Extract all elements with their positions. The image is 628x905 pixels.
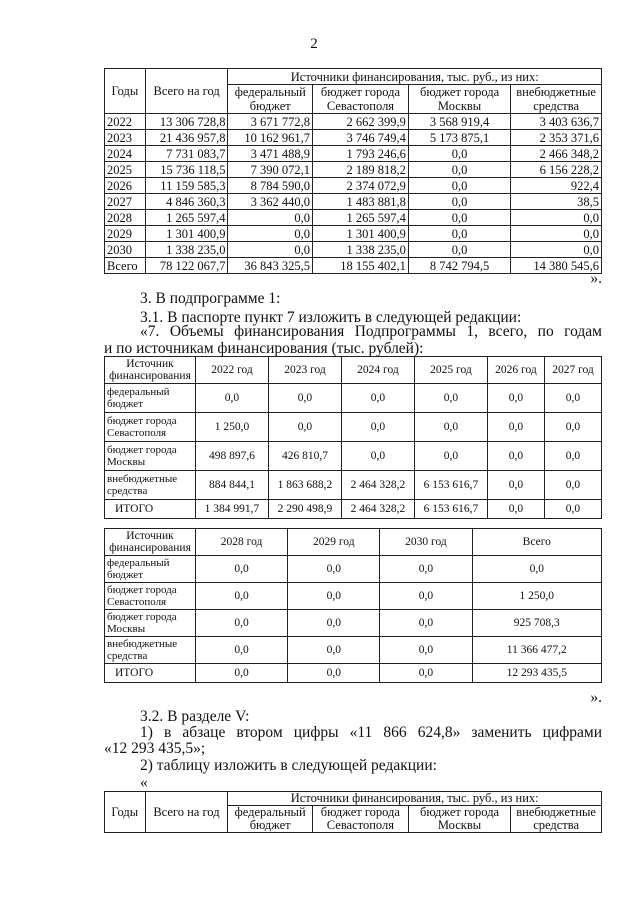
column-header: 2024 год xyxy=(341,357,414,384)
section-v-financing-table xyxy=(104,791,602,833)
paragraph-subprogram: 3. В подпрограмме 1: xyxy=(140,290,281,307)
value-cell: 0,0 xyxy=(380,637,472,664)
table-row xyxy=(105,384,602,413)
table-row xyxy=(105,194,602,210)
value-cell: 2 374 072,9 xyxy=(313,178,409,194)
col-header-extrabudget: внебюджетные средства xyxy=(511,806,602,833)
value-cell: 0,0 xyxy=(196,583,288,610)
year-cell: 2022 xyxy=(105,114,146,130)
sources-header: Источники финансирования, тыс. руб., из них: xyxy=(228,792,602,806)
year-cell: 2030 xyxy=(105,242,146,258)
source-label: бюджет города Севастополя xyxy=(105,583,196,610)
value-cell: 925 708,3 xyxy=(472,610,601,637)
header-row xyxy=(105,529,602,556)
value-cell: 0,0 xyxy=(511,226,602,242)
col-header-total: Всего на год xyxy=(145,69,228,114)
value-cell: 3 671 772,8 xyxy=(228,114,313,130)
value-cell: 0,0 xyxy=(487,471,544,500)
value-cell: 0,0 xyxy=(196,556,288,583)
value-cell: 1 338 235,0 xyxy=(145,242,228,258)
table-row xyxy=(105,413,602,442)
value-cell: 0,0 xyxy=(408,178,510,194)
page-number: 2 xyxy=(310,36,318,52)
value-cell: 8 742 794,5 xyxy=(408,258,510,274)
table-row xyxy=(105,146,602,162)
col-header-sevastopol: бюджет города Севастополя xyxy=(312,806,408,833)
col-header-federal: федеральный бюджет xyxy=(228,806,313,833)
value-cell: 1 301 400,9 xyxy=(313,226,409,242)
col-header-moscow: бюджет города Москвы xyxy=(408,806,510,833)
column-header: 2027 год xyxy=(544,357,601,384)
value-cell: 0,0 xyxy=(380,556,472,583)
col-header-federal: федеральный бюджет xyxy=(228,85,313,114)
value-cell: 0,0 xyxy=(408,242,510,258)
value-cell: 0,0 xyxy=(288,610,380,637)
value-cell: 0,0 xyxy=(341,413,414,442)
value-cell: 1 483 881,8 xyxy=(313,194,409,210)
year-cell: 2028 xyxy=(105,210,146,226)
table-row xyxy=(105,583,602,610)
year-cell: 2026 xyxy=(105,178,146,194)
value-cell: 36 843 325,5 xyxy=(228,258,313,274)
col-header-years: Годы xyxy=(105,69,146,114)
table-row xyxy=(105,258,602,274)
value-cell: 0,0 xyxy=(268,384,341,413)
value-cell: 1 301 400,9 xyxy=(145,226,228,242)
column-header: 2030 год xyxy=(380,529,472,556)
value-cell: 0,0 xyxy=(268,413,341,442)
value-cell: 2 290 498,9 xyxy=(268,500,341,519)
value-cell: 7 390 072,1 xyxy=(228,162,313,178)
table-row xyxy=(105,664,602,683)
source-label: внебюджетные средства xyxy=(105,471,196,500)
column-header: Источник финансирования xyxy=(105,357,196,384)
value-cell: 0,0 xyxy=(288,664,380,683)
value-cell: 0,0 xyxy=(487,384,544,413)
value-cell: 0,0 xyxy=(228,226,313,242)
table-row xyxy=(105,226,602,242)
value-cell: 1 250,0 xyxy=(472,583,601,610)
value-cell: 3 471 488,9 xyxy=(228,146,313,162)
table-row xyxy=(105,471,602,500)
column-header: Источник финансирования xyxy=(105,529,196,556)
source-label: бюджет города Москвы xyxy=(105,442,196,471)
value-cell: 2 466 348,2 xyxy=(511,146,602,162)
source-label: ИТОГО xyxy=(105,664,196,683)
value-cell: 11 366 477,2 xyxy=(472,637,601,664)
value-cell: 2 464 328,2 xyxy=(341,471,414,500)
subprogram-financing-table-2022-2027 xyxy=(104,356,602,519)
value-cell: 3 403 636,7 xyxy=(511,114,602,130)
value-cell: 0,0 xyxy=(341,442,414,471)
closing-quote: ». xyxy=(590,270,602,287)
value-cell: 0,0 xyxy=(544,413,601,442)
value-cell: 498 897,6 xyxy=(196,442,269,471)
value-cell: 0,0 xyxy=(288,583,380,610)
year-cell: 2023 xyxy=(105,130,146,146)
opening-quote: « xyxy=(140,774,148,791)
paragraph-table-edit: 2) таблицу изложить в следующей редакции: xyxy=(140,757,437,774)
value-cell: 1 265 597,4 xyxy=(313,210,409,226)
subprogram-financing-table-2028-2030 xyxy=(104,528,602,683)
source-label: бюджет города Москвы xyxy=(105,610,196,637)
source-label: внебюджетные средства xyxy=(105,637,196,664)
value-cell: 2 189 818,2 xyxy=(313,162,409,178)
paragraph-volumes-cont: и по источникам финансирования (тыс. рублей): xyxy=(104,340,424,357)
table-row xyxy=(105,162,602,178)
value-cell: 2 353 371,6 xyxy=(511,130,602,146)
value-cell: 0,0 xyxy=(511,210,602,226)
value-cell: 6 153 616,7 xyxy=(414,471,487,500)
year-cell: 2029 xyxy=(105,226,146,242)
value-cell: 0,0 xyxy=(196,637,288,664)
paragraph-volumes: «7. Объемы финансирования Подпрограммы 1, всего, по годам xyxy=(140,323,602,340)
table-row xyxy=(105,178,602,194)
financing-by-year-table xyxy=(104,68,602,274)
column-header: Всего xyxy=(472,529,601,556)
value-cell: 0,0 xyxy=(196,610,288,637)
value-cell: 1 250,0 xyxy=(196,413,269,442)
value-cell: 0,0 xyxy=(414,384,487,413)
value-cell: 3 362 440,0 xyxy=(228,194,313,210)
column-header: 2025 год xyxy=(414,357,487,384)
table-row xyxy=(105,130,602,146)
source-label: федеральный бюджет xyxy=(105,384,196,413)
value-cell: 0,0 xyxy=(414,442,487,471)
value-cell: 11 159 585,3 xyxy=(145,178,228,194)
value-cell: 0,0 xyxy=(380,664,472,683)
value-cell: 0,0 xyxy=(544,471,601,500)
value-cell: 7 731 083,7 xyxy=(145,146,228,162)
year-cell: 2025 xyxy=(105,162,146,178)
year-cell: 2027 xyxy=(105,194,146,210)
col-header-years: Годы xyxy=(105,792,146,833)
column-header: 2022 год xyxy=(196,357,269,384)
source-label: бюджет города Севастополя xyxy=(105,413,196,442)
table-row xyxy=(105,114,602,130)
value-cell: 0,0 xyxy=(341,384,414,413)
table-row xyxy=(105,500,602,519)
year-cell: 2024 xyxy=(105,146,146,162)
table-row xyxy=(105,556,602,583)
value-cell: 0,0 xyxy=(408,226,510,242)
table-row xyxy=(105,210,602,226)
value-cell: 1 793 246,6 xyxy=(313,146,409,162)
column-header: 2028 год xyxy=(196,529,288,556)
value-cell: 0,0 xyxy=(544,442,601,471)
column-header: 2029 год xyxy=(288,529,380,556)
value-cell: 1 863 688,2 xyxy=(268,471,341,500)
table-row xyxy=(105,610,602,637)
value-cell: 21 436 957,8 xyxy=(145,130,228,146)
paragraph-passport: 3.1. В паспорте пункт 7 изложить в следующей редакции: xyxy=(140,309,522,326)
value-cell: 0,0 xyxy=(408,210,510,226)
value-cell: 13 306 728,8 xyxy=(145,114,228,130)
value-cell: 0,0 xyxy=(414,413,487,442)
value-cell: 0,0 xyxy=(196,664,288,683)
value-cell: 0,0 xyxy=(487,413,544,442)
year-cell: Всего xyxy=(105,258,146,274)
value-cell: 0,0 xyxy=(228,242,313,258)
value-cell: 0,0 xyxy=(408,162,510,178)
value-cell: 0,0 xyxy=(380,610,472,637)
value-cell: 0,0 xyxy=(544,384,601,413)
value-cell: 78 122 067,7 xyxy=(145,258,228,274)
source-label: ИТОГО xyxy=(105,500,196,519)
closing-quote: ». xyxy=(590,689,602,706)
value-cell: 0,0 xyxy=(288,556,380,583)
col-header-extrabudget: внебюджетные средства xyxy=(511,85,602,114)
value-cell: 0,0 xyxy=(487,442,544,471)
value-cell: 0,0 xyxy=(408,146,510,162)
col-header-sevastopol: бюджет города Севастополя xyxy=(313,85,409,114)
value-cell: 0,0 xyxy=(228,210,313,226)
value-cell: 884 844,1 xyxy=(196,471,269,500)
value-cell: 6 156 228,2 xyxy=(511,162,602,178)
col-header-total: Всего на год xyxy=(145,792,228,833)
column-header: 2026 год xyxy=(487,357,544,384)
value-cell: 0,0 xyxy=(196,384,269,413)
value-cell: 0,0 xyxy=(511,242,602,258)
column-header: 2023 год xyxy=(268,357,341,384)
value-cell: 3 568 919,4 xyxy=(408,114,510,130)
value-cell: 2 662 399,9 xyxy=(313,114,409,130)
value-cell: 15 736 118,5 xyxy=(145,162,228,178)
value-cell: 922,4 xyxy=(511,178,602,194)
source-label: федеральный бюджет xyxy=(105,556,196,583)
value-cell: 5 173 875,1 xyxy=(408,130,510,146)
value-cell: 18 155 402,1 xyxy=(313,258,409,274)
paragraph-replace-figures-cont: «12 293 435,5»; xyxy=(104,740,206,757)
table-row xyxy=(105,242,602,258)
value-cell: 14 380 545,6 xyxy=(511,258,602,274)
value-cell: 0,0 xyxy=(544,500,601,519)
paragraph-section-v: 3.2. В разделе V: xyxy=(140,708,250,725)
value-cell: 12 293 435,5 xyxy=(472,664,601,683)
value-cell: 8 784 590,0 xyxy=(228,178,313,194)
value-cell: 0,0 xyxy=(408,194,510,210)
table-row xyxy=(105,442,602,471)
value-cell: 1 265 597,4 xyxy=(145,210,228,226)
sources-header: Источники финансирования, тыс. руб., из них: xyxy=(228,69,602,85)
value-cell: 426 810,7 xyxy=(268,442,341,471)
paragraph-replace-figures: 1) в абзаце втором цифры «11 866 624,8» заменить цифрами xyxy=(140,724,602,741)
value-cell: 0,0 xyxy=(472,556,601,583)
value-cell: 1 384 991,7 xyxy=(196,500,269,519)
value-cell: 3 746 749,4 xyxy=(313,130,409,146)
value-cell: 0,0 xyxy=(487,500,544,519)
value-cell: 10 162 961,7 xyxy=(228,130,313,146)
value-cell: 4 846 360,3 xyxy=(145,194,228,210)
value-cell: 1 338 235,0 xyxy=(313,242,409,258)
value-cell: 2 464 328,2 xyxy=(341,500,414,519)
value-cell: 0,0 xyxy=(288,637,380,664)
header-row xyxy=(105,357,602,384)
value-cell: 38,5 xyxy=(511,194,602,210)
value-cell: 0,0 xyxy=(380,583,472,610)
col-header-moscow: бюджет города Москвы xyxy=(408,85,510,114)
value-cell: 6 153 616,7 xyxy=(414,500,487,519)
table-row xyxy=(105,637,602,664)
